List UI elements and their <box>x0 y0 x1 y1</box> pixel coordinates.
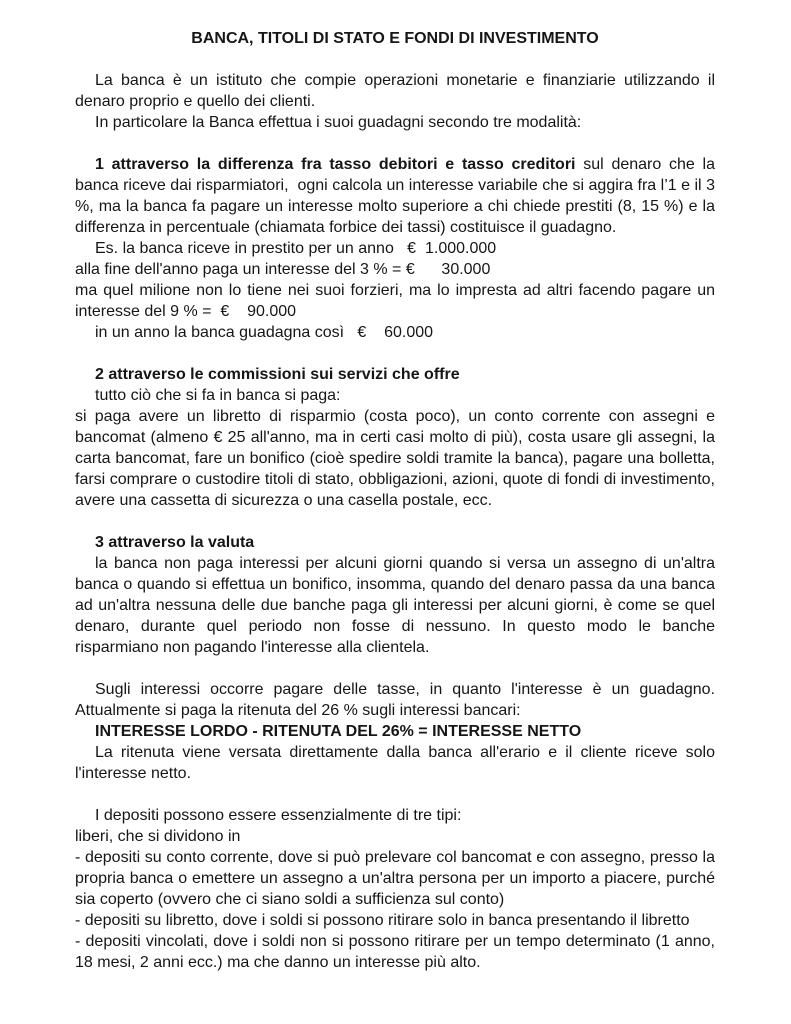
intro-paragraph <box>75 70 720 112</box>
esempio-prestito-line <box>75 238 715 259</box>
text-run: - depositi su conto corrente, dove si può prelevare col bancomat e con assegno, presso la propria banca o emettere un assegno a un'altra persona per un importo a piacere, purché sia coperto (ovvero che ci siano soldi a sufficienza sul conto) <box>75 849 720 908</box>
text-run: liberi, che si dividono in <box>75 828 241 845</box>
text-run: Es. la banca riceve in prestito per un anno € 1.000.000 <box>95 240 497 257</box>
text-run: la banca non paga interessi per alcuni giorni quando si versa un assegno di un'altra banca o quando si effettua un bonifico, insomma, quando del denaro passa da una banca ad un'altra nessuna delle due banche paga gli interessi per alcuni giorni, è come se quel denaro, durante quel periodo non fosse di nessuno. In questo modo le banche risparmiano non pagando l'interesse alla clientela. <box>75 555 720 656</box>
text-run: ma quel milione non lo tiene nei suoi forzieri, ma lo impresta ad altri facendo pagare un interesse del 9 % = € 90.000 <box>75 282 720 320</box>
text-run: - depositi vincolati, dove i soldi non si possono ritirare per un tempo determinato (1 anno, 18 mesi, 2 anni ecc.) ma che danno un interesse più alto. <box>75 933 720 971</box>
bold-text-run: INTERESSE LORDO - RITENUTA DEL 26% = INTERESSE NETTO <box>95 723 582 740</box>
text-run: I depositi possono essere essenzialmente di tre tipi: <box>95 807 462 824</box>
impresta-paragraph <box>75 280 720 322</box>
interesse-3-line <box>75 259 715 280</box>
commissioni-paragraph <box>75 406 720 511</box>
paragraph-spacer <box>75 784 715 805</box>
bold-text-run: 3 attraverso la valuta <box>95 534 255 551</box>
text-run: - depositi su libretto, dove i soldi si possono ritirare solo in banca presentando il libretto <box>75 912 690 929</box>
text-run: In particolare la Banca effettua i suoi guadagni secondo tre modalità: <box>95 114 582 131</box>
text-run: sul denaro che la banca riceve dai risparmiatori, ogni calcola un interesse variabile che si aggira fra l’1 e il 3 %, ma la banca fa pagare un interesse molto superiore a chi chiede prestiti (8, 15 %) e la differenza in percentuale (chiamata forbice dei tassi) costituisce il guadagno. <box>75 156 720 236</box>
tutto-si-paga-line <box>75 385 715 406</box>
guadagno-anno-line <box>75 322 715 343</box>
bold-text-run: 1 attraverso la differenza fra tasso debitori e tasso creditori <box>95 156 576 173</box>
modalita-1-paragraph <box>75 154 720 238</box>
deposito-libretto-item <box>75 910 715 931</box>
text-run: si paga avere un libretto di risparmio (costa poco), un conto corrente con assegni e bancomat (almeno € 25 all'anno, ma in certi casi molto di più), costa usare gli assegni, la carta bancomat, fare un bonifico (cioè spedire soldi tramite la banca), pagare una bolletta, farsi comprare o custodire titoli di stato, obbligazioni, azioni, quote di fondi di investimento, avere una cassetta di sicurezza o una casella postale, ecc. <box>75 408 720 509</box>
tasse-paragraph <box>75 679 719 721</box>
text-run: in un anno la banca guadagna così € 60.000 <box>95 324 434 341</box>
document-body <box>75 70 720 973</box>
paragraph-spacer <box>75 133 715 154</box>
text-run: Sugli interessi occorre pagare delle tasse, in quanto l'interesse è un guadagno. Attualmente si paga la ritenuta del 26 % sugli interessi bancari: <box>75 681 719 719</box>
ritenuta-paragraph <box>75 742 720 784</box>
paragraph-spacer <box>75 511 715 532</box>
paragraph-spacer <box>75 658 715 679</box>
depositi-liberi-line <box>75 826 715 847</box>
modalita-3-heading <box>75 532 715 553</box>
paragraph-spacer <box>75 343 715 364</box>
valuta-paragraph <box>75 553 720 658</box>
deposito-vincolati-item <box>75 931 720 973</box>
deposito-conto-corrente-item <box>75 847 720 910</box>
depositi-intro-line <box>75 805 715 826</box>
text-run: alla fine dell'anno paga un interesse del 3 % = € 30.000 <box>75 261 491 278</box>
text-run: La ritenuta viene versata direttamente dalla banca all'erario e il cliente riceve solo l'interesse netto. <box>75 744 720 782</box>
modalita-2-heading <box>75 364 715 385</box>
bold-text-run: 2 attraverso le commissioni sui servizi che offre <box>95 366 460 383</box>
text-run: La banca è un istituto che compie operazioni monetarie e finanziarie utilizzando il denaro proprio e quello dei clienti. <box>75 72 720 110</box>
document-title: BANCA, TITOLI DI STATO E FONDI DI INVESTIMENTO <box>191 30 599 47</box>
formula-interesse-line <box>75 721 715 742</box>
text-run: tutto ciò che si fa in banca si paga: <box>95 387 341 404</box>
modalita-intro-paragraph <box>75 112 715 133</box>
